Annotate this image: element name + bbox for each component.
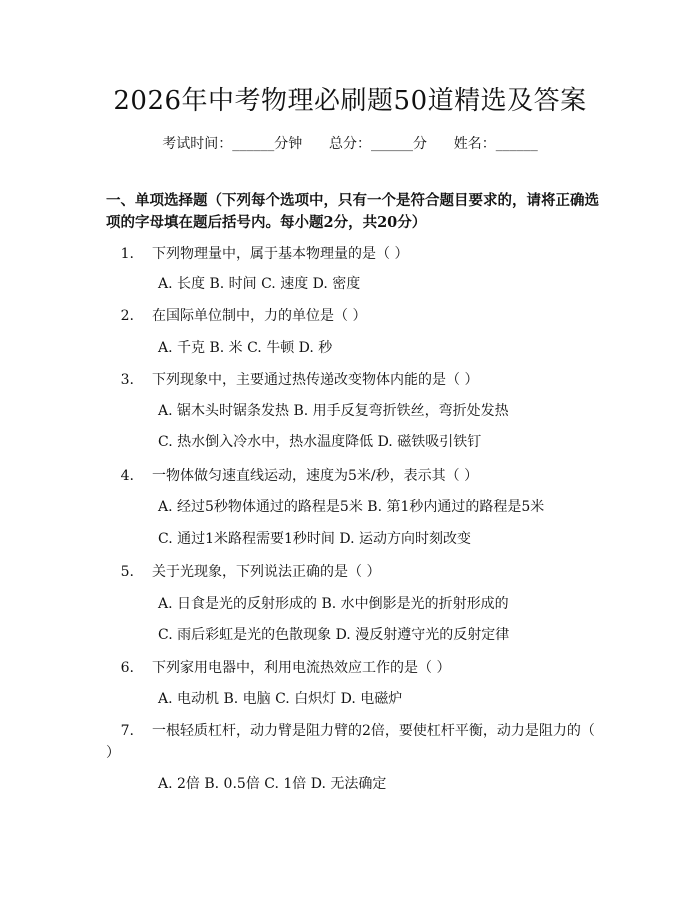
question-text: 一根轻质杠杆，动力臂是阻力臂的2倍，要使杠杆平衡，动力是阻力的（ ） xyxy=(106,723,595,761)
question-6 xyxy=(106,657,596,679)
exam-meta xyxy=(0,133,700,153)
question-text: 下列物理量中，属于基本物理量的是（ ） xyxy=(152,246,409,262)
exam-time-label: 考试时间：______分钟 xyxy=(162,136,303,152)
question-2-options: A. 千克 B. 米 C. 牛顿 D. 秒 xyxy=(158,340,333,356)
question-7 xyxy=(106,720,596,764)
page-title: 2026年中考物理必刷题50道精选及答案 xyxy=(113,86,587,116)
student-name-label: 姓名：______ xyxy=(453,136,538,152)
question-6-options: A. 电动机 B. 电脑 C. 白炽灯 D. 电磁炉 xyxy=(158,691,403,707)
total-score-label: 总分：______分 xyxy=(329,136,427,152)
question-text: 在国际单位制中，力的单位是（ ） xyxy=(152,308,367,324)
question-5-options-line-2: C. 雨后彩虹是光的色散现象 D. 漫反射遵守光的反射定律 xyxy=(158,627,510,643)
question-1 xyxy=(106,243,596,265)
question-4 xyxy=(106,465,596,487)
question-text: 下列家用电器中，利用电流热效应工作的是（ ） xyxy=(152,660,451,676)
question-number: 3. xyxy=(120,372,134,388)
question-3-options-line-1: A. 锯木头时锯条发热 B. 用手反复弯折铁丝，弯折处发热 xyxy=(158,403,509,419)
question-5 xyxy=(106,561,596,583)
question-5-options-line-1: A. 日食是光的反射形成的 B. 水中倒影是光的折射形成的 xyxy=(158,596,509,612)
question-number: 4. xyxy=(120,468,134,484)
question-text: 一物体做匀速直线运动，速度为5米/秒，表示其（ ） xyxy=(152,468,479,484)
question-text: 关于光现象，下列说法正确的是（ ） xyxy=(152,564,381,580)
question-number: 7. xyxy=(120,723,134,739)
question-1-options: A. 长度 B. 时间 C. 速度 D. 密度 xyxy=(158,276,361,292)
question-number: 2. xyxy=(120,308,134,324)
question-number: 6. xyxy=(120,660,134,676)
question-number: 5. xyxy=(120,564,134,580)
question-2 xyxy=(106,305,596,327)
question-4-options-line-1: A. 经过5秒物体通过的路程是5米 B. 第1秒内通过的路程是5米 xyxy=(158,499,545,515)
question-4-options-line-2: C. 通过1米路程需要1秒时间 D. 运动方向时刻改变 xyxy=(158,531,472,547)
question-number: 1. xyxy=(120,246,134,262)
question-3 xyxy=(106,369,596,391)
question-7-options: A. 2倍 B. 0.5倍 C. 1倍 D. 无法确定 xyxy=(158,776,387,792)
question-3-options-line-2: C. 热水倒入冷水中，热水温度降低 D. 磁铁吸引铁钉 xyxy=(158,434,482,450)
section-heading: 一、单项选择题（下列每个选项中，只有一个是符合题目要求的，请将正确选项的字母填在题后括号内。每小题2分，共20分） xyxy=(106,192,599,231)
question-text: 下列现象中，主要通过热传递改变物体内能的是（ ） xyxy=(152,372,479,388)
